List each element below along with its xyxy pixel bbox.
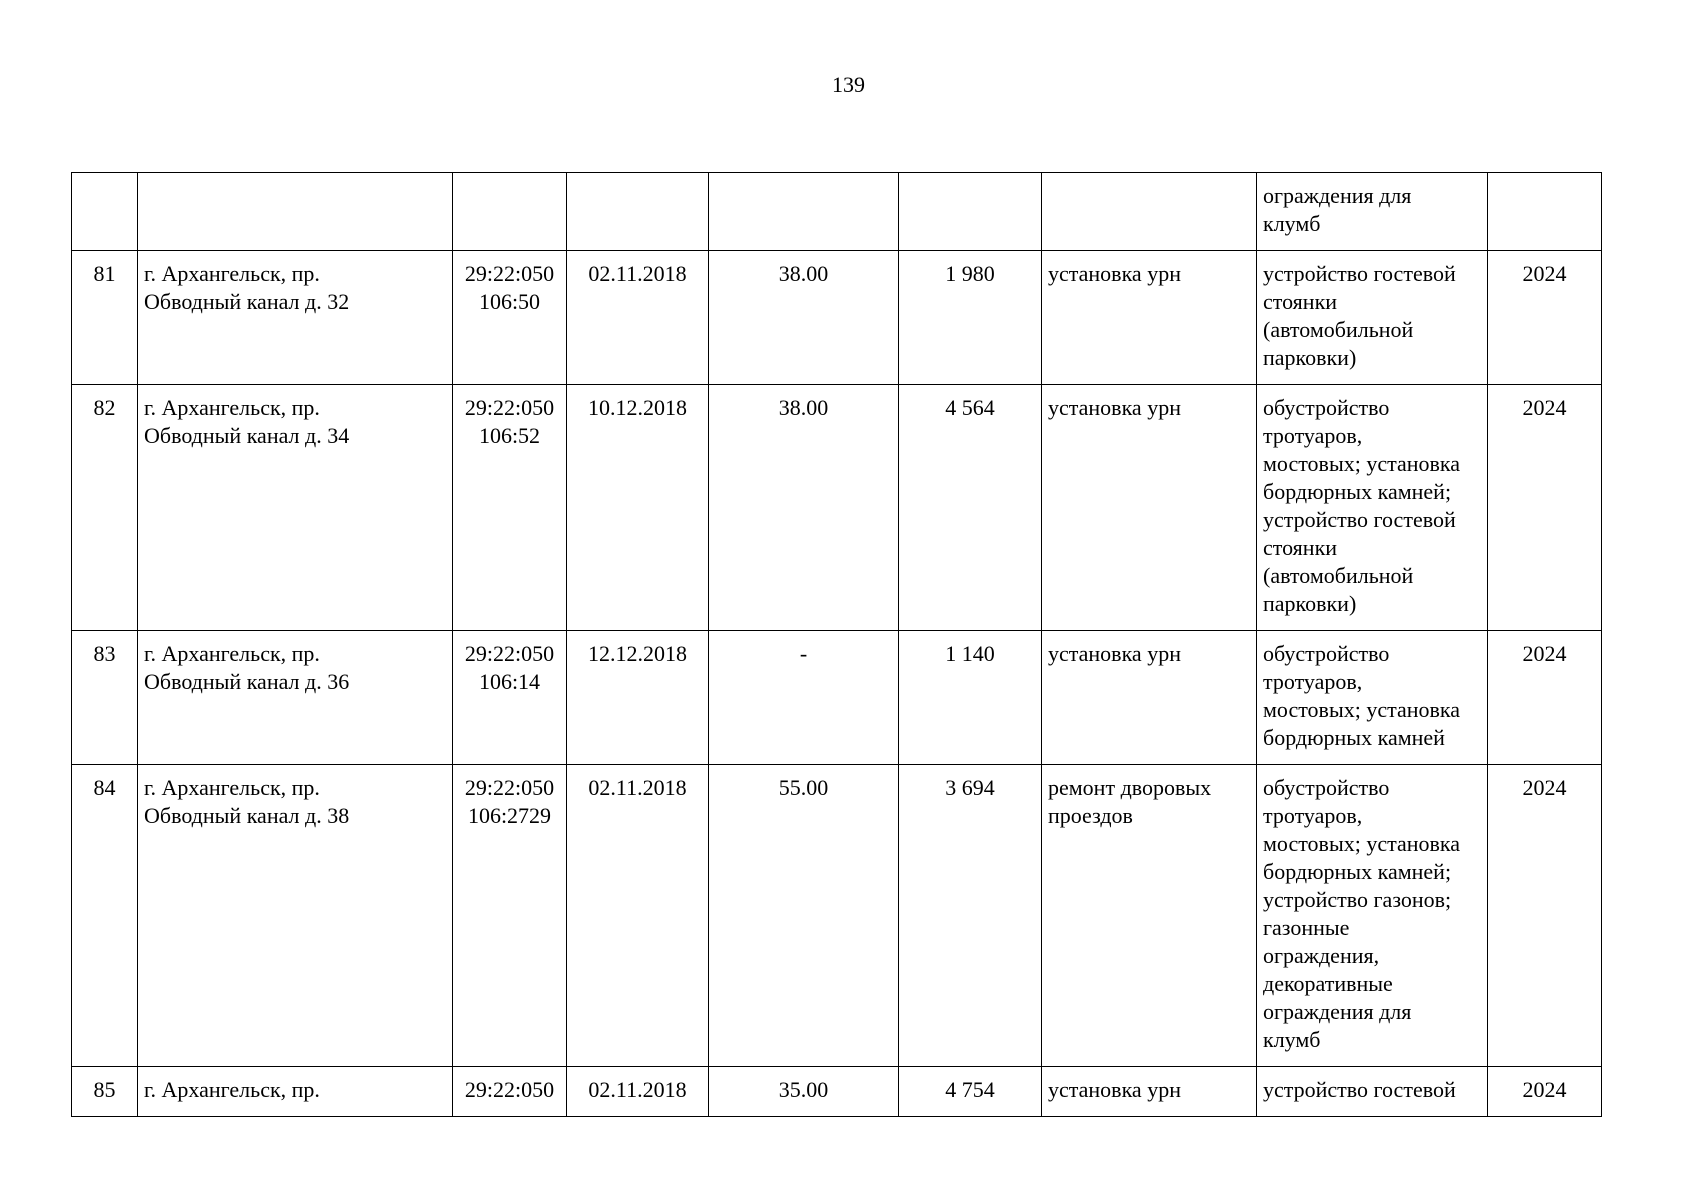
cadastral-line: 29:22:050 [464,395,555,420]
minimal-works-line: установка урн [1048,641,1181,666]
cadastral-line: 106:14 [478,669,541,694]
percent-cell: 35.00 [709,1067,899,1117]
year-cell [1488,173,1602,251]
table-row [72,631,1602,765]
table-row [72,385,1602,631]
minimal-works-cell [1042,385,1257,631]
address-line: г. Архангельск, пр. [144,1077,320,1102]
cadastral-cell [453,1067,567,1117]
additional-works-line: бордюрных камней; [1263,479,1452,504]
additional-works-line: бордюрных камней [1263,725,1445,750]
area-cell: 1 980 [899,251,1042,385]
row-number: 83 [72,631,138,765]
row-number: 84 [72,765,138,1067]
minimal-works-line: установка урн [1048,395,1181,420]
cadastral-cell [453,765,567,1067]
table-row [72,1067,1602,1117]
cadastral-line: 29:22:050 [464,641,555,666]
year-cell: 2024 [1488,765,1602,1067]
additional-works-line: парковки) [1263,591,1357,616]
minimal-works-line: проездов [1048,803,1133,828]
additional-works-line: парковки) [1263,345,1357,370]
row-number: 85 [72,1067,138,1117]
cadastral-line: 29:22:050 [464,775,555,800]
table-row [72,173,1602,251]
additional-works-cell [1257,765,1488,1067]
additional-works-line: устройство гостевой [1263,1077,1456,1102]
cadastral-line: 106:50 [478,289,541,314]
cadastral-cell [453,385,567,631]
area-cell: 1 140 [899,631,1042,765]
additional-works-cell [1257,631,1488,765]
minimal-works-cell [1042,631,1257,765]
additional-works-line: декоративные [1263,971,1393,996]
additional-works-line: ограждения для [1263,183,1412,208]
date-cell: 02.11.2018 [567,251,709,385]
minimal-works-cell [1042,1067,1257,1117]
address-cell [138,765,453,1067]
row-number: 81 [72,251,138,385]
minimal-works-line: ремонт дворовых [1048,775,1212,800]
address-cell [138,631,453,765]
address-line: г. Архангельск, пр. [144,775,320,800]
year-cell: 2024 [1488,1067,1602,1117]
additional-works-cell [1257,1067,1488,1117]
additional-works-line: обустройство [1263,641,1390,666]
cadastral-line: 106:2729 [467,803,552,828]
address-line: г. Архангельск, пр. [144,641,320,666]
additional-works-line: стоянки [1263,535,1338,560]
table-row [72,765,1602,1067]
additional-works-line: устройство газонов; [1263,887,1452,912]
table-row [72,251,1602,385]
additional-works-line: (автомобильной [1263,563,1414,588]
area-cell: 3 694 [899,765,1042,1067]
additional-works-cell [1257,251,1488,385]
minimal-works-line: установка урн [1048,1077,1181,1102]
address-cell [138,1067,453,1117]
address-cell [138,251,453,385]
additional-works-line: ограждения для [1263,999,1412,1024]
cadastral-cell [453,631,567,765]
area-cell [899,173,1042,251]
percent-cell [709,173,899,251]
additional-works-line: устройство гостевой [1263,507,1456,532]
address-line: Обводный канал д. 36 [144,669,350,694]
address-cell [138,385,453,631]
percent-cell: 55.00 [709,765,899,1067]
additional-works-line: обустройство [1263,775,1390,800]
date-cell: 02.11.2018 [567,765,709,1067]
minimal-works-line: установка урн [1048,261,1181,286]
minimal-works-cell [1042,251,1257,385]
cadastral-line: 106:52 [478,423,541,448]
row-number [72,173,138,251]
additional-works-line: тротуаров, [1263,669,1363,694]
date-cell [567,173,709,251]
cadastral-line: 29:22:050 [464,1077,555,1102]
address-line: Обводный канал д. 34 [144,423,350,448]
additional-works-line: ограждения, [1263,943,1380,968]
additional-works-line: бордюрных камней; [1263,859,1452,884]
address-line: Обводный канал д. 32 [144,289,350,314]
additional-works-line: тротуаров, [1263,423,1363,448]
year-cell: 2024 [1488,631,1602,765]
address-line: г. Архангельск, пр. [144,395,320,420]
additional-works-line: клумб [1263,1027,1321,1052]
additional-works-line: устройство гостевой [1263,261,1456,286]
page-number: 139 [832,72,865,97]
additional-works-cell [1257,173,1488,251]
minimal-works-cell [1042,765,1257,1067]
date-cell: 12.12.2018 [567,631,709,765]
additional-works-line: мостовых; установка [1263,831,1461,856]
additional-works-line: обустройство [1263,395,1390,420]
row-number: 82 [72,385,138,631]
address-cell [138,173,453,251]
percent-cell: 38.00 [709,251,899,385]
additional-works-line: мостовых; установка [1263,697,1461,722]
additional-works-line: клумб [1263,211,1321,236]
cadastral-line: 29:22:050 [464,261,555,286]
address-line: Обводный канал д. 38 [144,803,350,828]
cadastral-cell [453,251,567,385]
additional-works-line: газонные [1263,915,1350,940]
minimal-works-cell [1042,173,1257,251]
percent-cell: - [709,631,899,765]
date-cell: 10.12.2018 [567,385,709,631]
year-cell: 2024 [1488,251,1602,385]
cadastral-cell [453,173,567,251]
address-line: г. Архангельск, пр. [144,261,320,286]
area-cell: 4 564 [899,385,1042,631]
additional-works-line: стоянки [1263,289,1338,314]
date-cell: 02.11.2018 [567,1067,709,1117]
percent-cell: 38.00 [709,385,899,631]
improvement-table [71,172,1602,1117]
additional-works-cell [1257,385,1488,631]
additional-works-line: мостовых; установка [1263,451,1461,476]
area-cell: 4 754 [899,1067,1042,1117]
year-cell: 2024 [1488,385,1602,631]
additional-works-line: (автомобильной [1263,317,1414,342]
additional-works-line: тротуаров, [1263,803,1363,828]
